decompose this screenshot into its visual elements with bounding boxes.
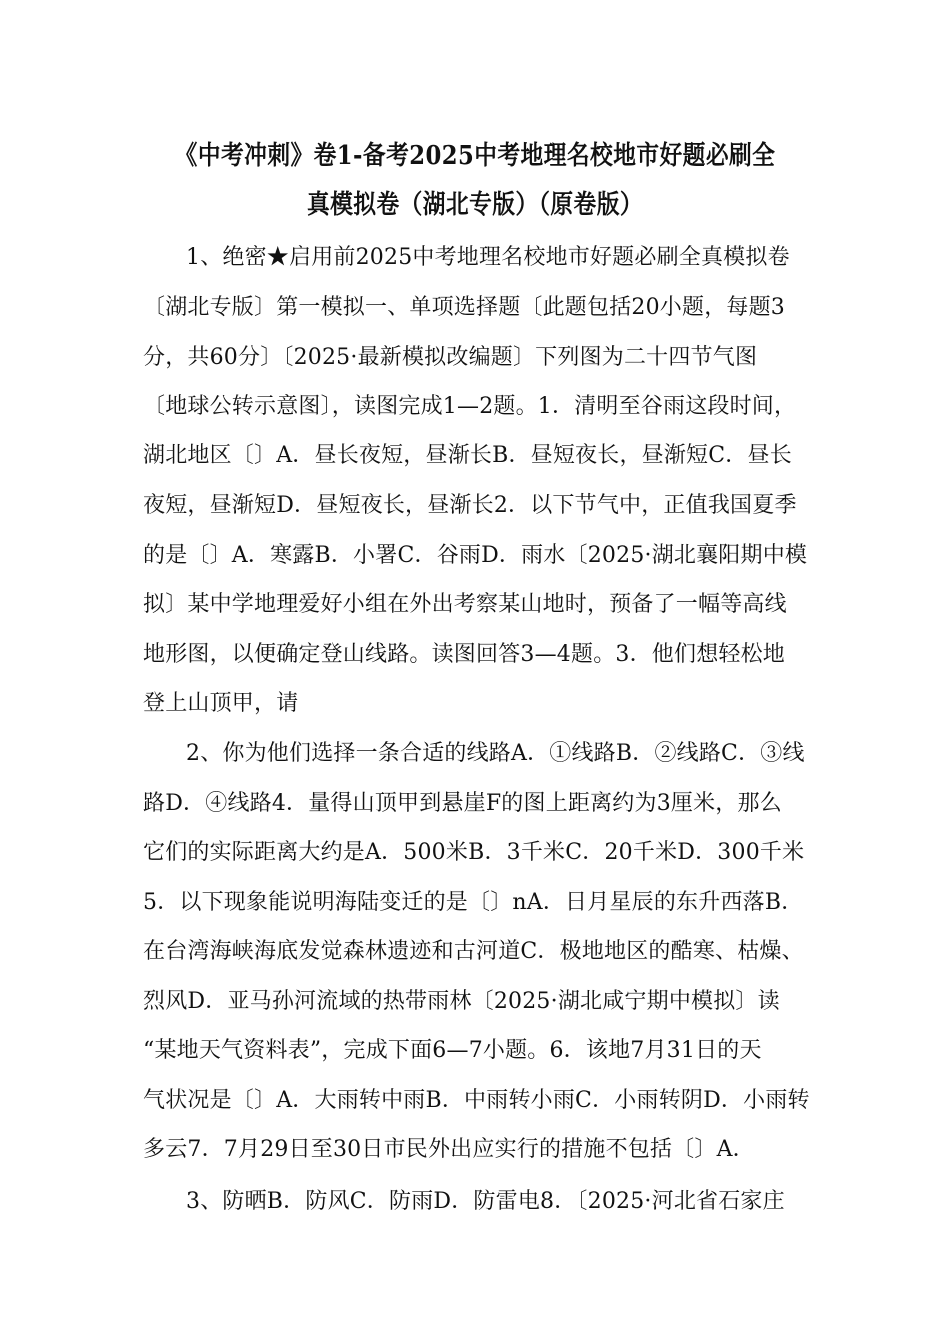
- paragraph-1-line-8: 拟〕某中学地理爱好小组在外出考察某山地时，预备了一幅等高线: [143, 592, 787, 617]
- paragraph-3-line-1: 3、防晒B．防风C．防雨D．防雷电8．〔2025·河北省石家庄: [186, 1189, 785, 1214]
- paragraph-2-line-6: 烈风D．亚马孙河流域的热带雨林〔2025·湖北咸宁期中模拟〕读: [143, 989, 780, 1014]
- paragraph-2-line-3: 它们的实际距离大约是A．500米B．3千米C．20千米D．300千米: [143, 840, 805, 865]
- paragraph-1-line-4: 〔地球公转示意图〕，读图完成1—2题。1．清明至谷雨这段时间，: [143, 394, 797, 419]
- paragraph-1-line-9: 地形图，以便确定登山线路。读图回答3—4题。3．他们想轻松地: [143, 642, 785, 667]
- paragraph-2-line-7: “某地天气资料表”，完成下面6—7小题。6．该地7月31日的天: [143, 1038, 762, 1063]
- paragraph-1-line-6: 夜短，昼渐短D．昼短夜长，昼渐长2．以下节气中，正值我国夏季: [143, 493, 797, 518]
- document-title-line-2: 真模拟卷（湖北专版）（原卷版）: [306, 190, 644, 220]
- paragraph-2-line-9: 多云7．7月29日至30日市民外出应实行的措施不包括〔〕A．: [143, 1137, 755, 1162]
- paragraph-1-line-1: 1、绝密★启用前2025中考地理名校地市好题必刷全真模拟卷: [186, 245, 790, 270]
- paragraph-2-line-1: 2、你为他们选择一条合适的线路A．①线路B．②线路C．③线: [186, 741, 805, 766]
- paragraph-2-line-4: 5．以下现象能说明海陆变迁的是〔〕nA．日月星辰的东升西落B．: [143, 890, 804, 915]
- paragraph-1-line-10: 登上山顶甲，请: [143, 691, 299, 716]
- paragraph-1-line-7: 的是〔〕A．寒露B．小署C．谷雨D．雨水〔2025·湖北襄阳期中模: [143, 543, 808, 568]
- paragraph-1-line-2: 〔湖北专版〕第一模拟一、单项选择题〔此题包括20小题，每题3: [143, 295, 785, 320]
- paragraph-1-line-3: 分，共60分〕〔2025·最新模拟改编题〕下列图为二十四节气图: [143, 345, 758, 370]
- paragraph-2-line-8: 气状况是〔〕A．大雨转中雨B．中雨转小雨C．小雨转阴D．小雨转: [143, 1088, 810, 1113]
- paragraph-2-line-2: 路D．④线路4．量得山顶甲到悬崖F的图上距离约为3厘米，那么: [143, 791, 782, 816]
- document-title-line-1: 《中考冲刺》卷1-备考2025中考地理名校地市好题必刷全: [174, 141, 776, 171]
- paragraph-1-line-5: 湖北地区〔〕A．昼长夜短，昼渐长B．昼短夜长，昼渐短C．昼长: [143, 443, 792, 468]
- paragraph-2-line-5: 在台湾海峡海底发觉森林遗迹和古河道C．极地地区的酷寒、枯燥、: [143, 939, 804, 964]
